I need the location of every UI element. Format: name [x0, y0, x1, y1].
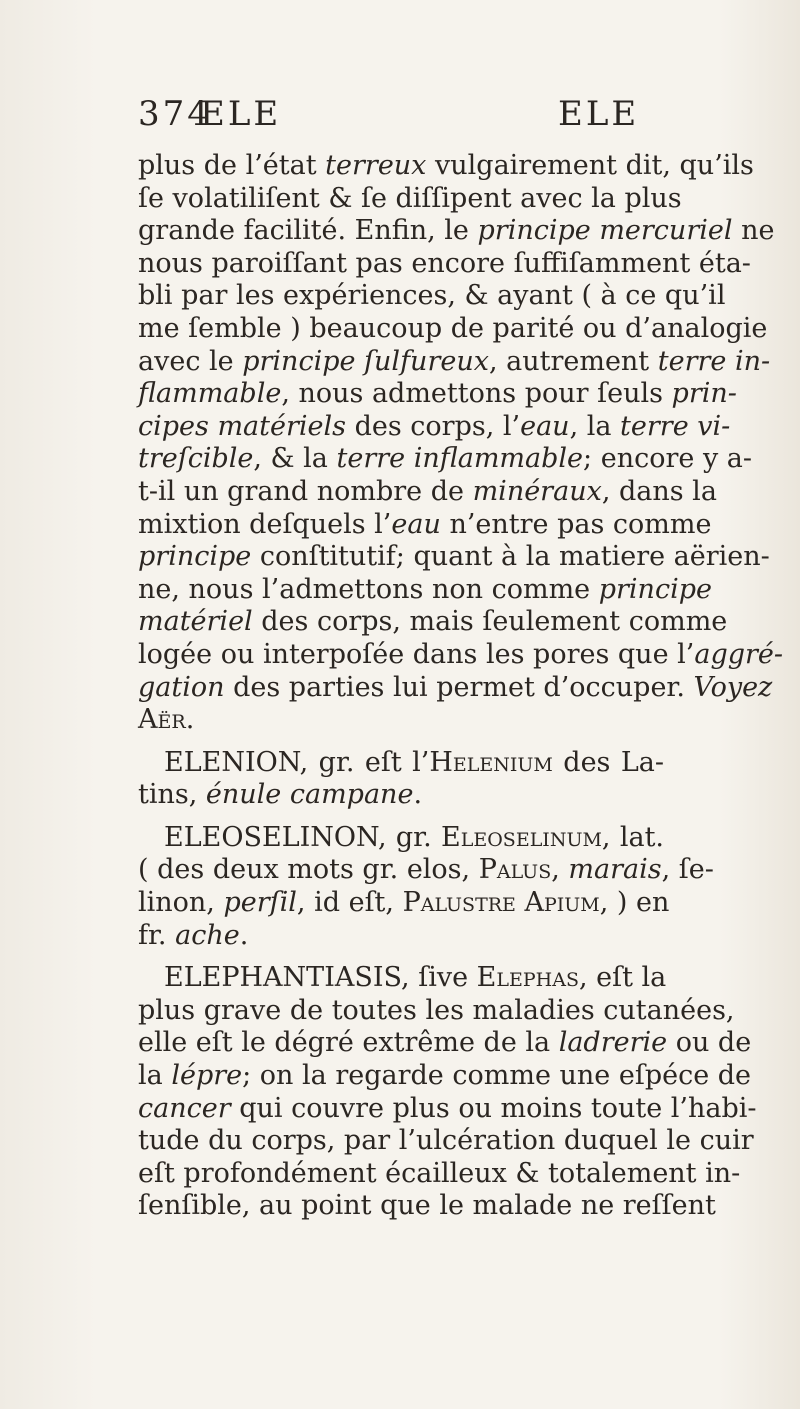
text-segment: , lat. [601, 821, 664, 853]
text-segment: , la [569, 410, 621, 442]
text-segment: ELENION, gr. eſt l’ [164, 746, 430, 778]
text-segment: ( des deux mots gr. elos, [138, 854, 479, 886]
text-segment: la [138, 1060, 172, 1092]
text-segment: ne [732, 215, 775, 247]
text-segment: ou de [667, 1027, 752, 1059]
text-segment: ; encore y a- [583, 443, 752, 475]
text-segment: gation [138, 671, 225, 703]
text-segment: perſil [223, 887, 297, 919]
text-line [138, 704, 664, 737]
text-segment: Aër [138, 704, 186, 736]
text-line [138, 247, 751, 281]
text-line [138, 541, 770, 574]
text-segment: des corps, l’ [346, 410, 521, 442]
text-segment: qui couvre plus ou moins toute l’habi- [230, 1092, 757, 1124]
text-segment: Voyez [693, 671, 773, 703]
text-segment: principe ſulfureux [242, 345, 489, 377]
text-line [138, 638, 784, 672]
text-line [138, 378, 737, 411]
text-line [138, 312, 768, 346]
text-segment: terre in- [657, 345, 771, 377]
text-segment: , id eſt, [296, 887, 403, 919]
text-segment: minéraux [472, 475, 602, 507]
text-segment: ſenſible, au point que le malade ne reſſent [138, 1190, 716, 1222]
text-segment: elle eſt le dégré extrême de la [138, 1027, 559, 1059]
text-line [138, 1125, 754, 1158]
text-segment: ELEPHANTIASIS, ſive [164, 962, 477, 994]
text-line [138, 443, 752, 476]
text-line [138, 1092, 757, 1126]
text-line [138, 1027, 752, 1060]
body-text [138, 150, 784, 1223]
text-line [138, 475, 717, 509]
text-segment: t-il un grand nombre de [138, 475, 473, 507]
text-line [138, 573, 712, 607]
text-segment: Palustre Apium [402, 887, 600, 919]
text-segment: terre vi- [620, 410, 731, 442]
text-segment: marais [568, 854, 662, 886]
text-line [138, 822, 664, 855]
text-segment: cipes matériels [138, 410, 346, 442]
text-segment: fr. [138, 919, 176, 951]
text-segment: flammable [138, 378, 282, 410]
text-segment: principe mercuriel [477, 215, 733, 247]
text-segment: matériel [138, 606, 253, 638]
text-segment: ; on la regarde comme une eſpéce de [242, 1060, 752, 1092]
text-segment: Helenium [429, 746, 553, 778]
text-segment: ladrerie [558, 1027, 668, 1059]
text-segment: des parties lui permet d’occuper. [224, 671, 694, 703]
text-line [138, 994, 735, 1028]
text-line [138, 962, 667, 995]
text-segment: lépre [171, 1060, 243, 1092]
text-segment: tins, [138, 779, 206, 811]
text-segment: plus grave de toutes les maladies cutanées, [138, 994, 735, 1026]
text-segment: treſcible [138, 443, 254, 475]
text-segment: . [185, 704, 195, 736]
text-segment: cancer [138, 1092, 231, 1124]
text-segment: eau [520, 410, 570, 442]
header-left-word: ELE [200, 94, 282, 134]
text-segment: tude du corps, par l’ulcération duquel le cuir [138, 1125, 754, 1157]
text-segment: principe [138, 541, 252, 573]
text-line [138, 410, 731, 444]
text-segment: eau [391, 508, 441, 540]
text-segment: logée ou interpoſée dans les pores que l’ [138, 638, 695, 670]
text-segment: n’entre pas comme [440, 508, 712, 540]
text-segment: ne, nous l’admettons non comme [138, 573, 599, 605]
text-segment: principe [598, 573, 712, 605]
text-segment: , [551, 854, 569, 886]
text-line [138, 150, 754, 183]
text-segment: plus de l’état [138, 150, 326, 181]
text-segment: , eſt la [578, 962, 667, 994]
text-segment: énule campane [205, 779, 414, 811]
text-segment: , autrement [488, 345, 658, 377]
text-segment: , ſe- [661, 854, 714, 886]
text-segment: terre inflammable [336, 443, 584, 475]
header-right-word: ELE [558, 94, 640, 134]
text-segment: , nous admettons pour ſeuls [281, 378, 672, 410]
text-segment: des corps, mais ſeulement comme [252, 606, 728, 638]
text-line [138, 606, 728, 639]
text-line [138, 280, 726, 313]
text-segment: ELEOSELINON, gr. [164, 821, 442, 853]
text-line [138, 671, 773, 705]
text-line [138, 1060, 752, 1093]
text-segment: . [413, 779, 423, 811]
text-segment: des La- [552, 746, 664, 778]
text-line [138, 508, 712, 542]
text-segment: , & la [253, 443, 337, 475]
text-segment: linon, [138, 887, 224, 919]
text-segment: terreux [325, 150, 427, 181]
text-line [138, 215, 775, 248]
text-segment: aggré- [694, 638, 784, 670]
text-segment: ache [175, 919, 240, 951]
text-segment: , dans la [601, 475, 717, 507]
page-number: 374 [138, 94, 212, 134]
text-segment: ſe volatiliſent & ſe diſſipent avec la plus [138, 182, 682, 214]
text-segment: nous paroiſſant pas encore ſuffiſamment éta- [138, 247, 751, 279]
text-line [138, 345, 771, 379]
text-segment: avec le [138, 345, 243, 377]
text-segment: . [239, 919, 249, 951]
text-line [138, 854, 714, 887]
text-line [138, 920, 664, 953]
text-segment: Elephas [476, 962, 579, 994]
text-segment: eſt profondément écailleux & totalement in- [138, 1157, 741, 1189]
text-line [138, 1190, 716, 1223]
text-segment: Palus [478, 854, 552, 886]
text-line [138, 779, 664, 812]
text-segment: me ſemble ) beaucoup de parité ou d’analogie [138, 312, 768, 344]
text-segment: bli par les expériences, & ayant ( à ce qu’il [138, 280, 726, 312]
text-line [138, 182, 682, 216]
text-line [138, 747, 664, 780]
text-segment: Eleoselinum [441, 821, 602, 853]
text-segment: , ) en [599, 887, 670, 919]
text-segment: mixtion deſquels l’ [138, 508, 392, 540]
text-line [138, 1157, 741, 1191]
text-segment: prin- [671, 378, 737, 410]
text-segment: conſtitutif; quant à la matiere aërien- [251, 541, 770, 573]
text-segment: vulgairement dit, qu’ils [426, 150, 754, 181]
text-line [138, 887, 670, 920]
text-segment: grande facilité. Enfin, le [138, 215, 478, 247]
